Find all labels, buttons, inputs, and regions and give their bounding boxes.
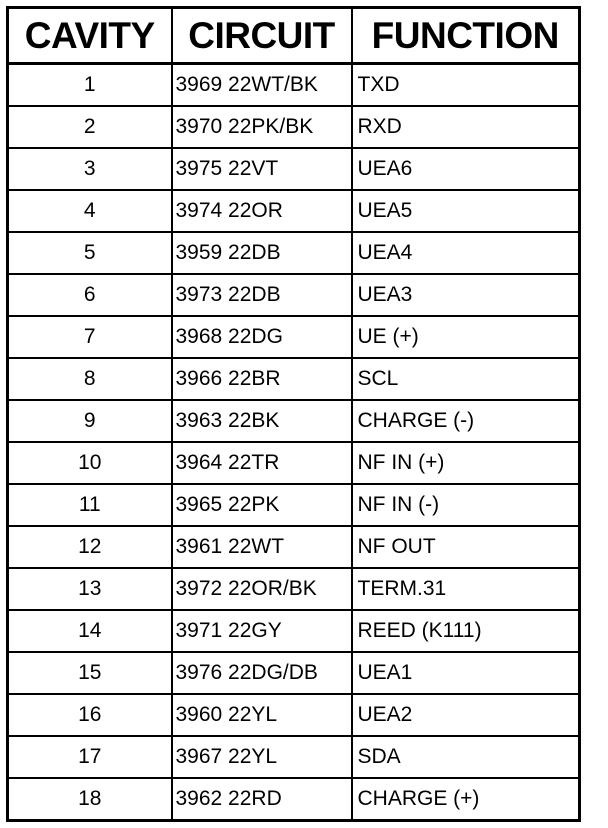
cell-cavity: 14 — [8, 610, 172, 652]
cell-circuit: 3964 22TR — [172, 442, 352, 484]
cell-circuit: 3965 22PK — [172, 484, 352, 526]
cell-function: SDA — [352, 736, 580, 778]
cell-function: UEA6 — [352, 148, 580, 190]
cell-function: UEA1 — [352, 652, 580, 694]
cell-cavity: 18 — [8, 778, 172, 821]
table-row — [8, 694, 580, 736]
cell-function: NF OUT — [352, 526, 580, 568]
cell-function: REED (K111) — [352, 610, 580, 652]
cell-cavity: 1 — [8, 64, 172, 107]
table-row — [8, 64, 580, 107]
table-row — [8, 106, 580, 148]
cell-cavity: 8 — [8, 358, 172, 400]
cell-circuit: 3972 22OR/BK — [172, 568, 352, 610]
table-row — [8, 778, 580, 821]
table-row — [8, 568, 580, 610]
cell-function: CHARGE (+) — [352, 778, 580, 821]
cell-function: UE (+) — [352, 316, 580, 358]
cell-circuit: 3960 22YL — [172, 694, 352, 736]
cell-circuit: 3966 22BR — [172, 358, 352, 400]
cell-function: CHARGE (-) — [352, 400, 580, 442]
cell-function: TXD — [352, 64, 580, 107]
cell-cavity: 7 — [8, 316, 172, 358]
cell-function: SCL — [352, 358, 580, 400]
table-row — [8, 400, 580, 442]
cell-cavity: 16 — [8, 694, 172, 736]
table-row — [8, 652, 580, 694]
cell-function: NF IN (+) — [352, 442, 580, 484]
table-row — [8, 358, 580, 400]
table-row — [8, 484, 580, 526]
cell-function: NF IN (-) — [352, 484, 580, 526]
header-row — [8, 8, 580, 64]
table-row — [8, 232, 580, 274]
table-row — [8, 610, 580, 652]
cell-cavity: 11 — [8, 484, 172, 526]
cell-circuit: 3969 22WT/BK — [172, 64, 352, 107]
table-header — [8, 8, 580, 64]
cell-cavity: 4 — [8, 190, 172, 232]
header-cavity: CAVITY — [8, 8, 172, 64]
table-row — [8, 526, 580, 568]
header-function: FUNCTION — [352, 8, 580, 64]
cell-cavity: 5 — [8, 232, 172, 274]
table-body — [8, 64, 580, 821]
header-circuit: CIRCUIT — [172, 8, 352, 64]
cell-circuit: 3963 22BK — [172, 400, 352, 442]
cell-circuit: 3975 22VT — [172, 148, 352, 190]
table-row — [8, 274, 580, 316]
cell-cavity: 2 — [8, 106, 172, 148]
table-row — [8, 316, 580, 358]
cell-function: TERM.31 — [352, 568, 580, 610]
cell-circuit: 3973 22DB — [172, 274, 352, 316]
cell-cavity: 12 — [8, 526, 172, 568]
cell-circuit: 3971 22GY — [172, 610, 352, 652]
cell-cavity: 9 — [8, 400, 172, 442]
table-row — [8, 190, 580, 232]
cell-circuit: 3968 22DG — [172, 316, 352, 358]
cell-cavity: 6 — [8, 274, 172, 316]
cell-circuit: 3974 22OR — [172, 190, 352, 232]
cell-function: UEA5 — [352, 190, 580, 232]
cell-cavity: 15 — [8, 652, 172, 694]
table-row — [8, 736, 580, 778]
cell-circuit: 3959 22DB — [172, 232, 352, 274]
cell-function: UEA2 — [352, 694, 580, 736]
connector-pinout-table — [6, 6, 581, 822]
cell-circuit: 3970 22PK/BK — [172, 106, 352, 148]
cell-function: UEA3 — [352, 274, 580, 316]
cell-cavity: 3 — [8, 148, 172, 190]
cell-circuit: 3967 22YL — [172, 736, 352, 778]
cell-circuit: 3961 22WT — [172, 526, 352, 568]
cell-circuit: 3962 22RD — [172, 778, 352, 821]
cell-function: RXD — [352, 106, 580, 148]
table-row — [8, 442, 580, 484]
cell-cavity: 10 — [8, 442, 172, 484]
table-row — [8, 148, 580, 190]
cell-circuit: 3976 22DG/DB — [172, 652, 352, 694]
cell-function: UEA4 — [352, 232, 580, 274]
cell-cavity: 17 — [8, 736, 172, 778]
cell-cavity: 13 — [8, 568, 172, 610]
